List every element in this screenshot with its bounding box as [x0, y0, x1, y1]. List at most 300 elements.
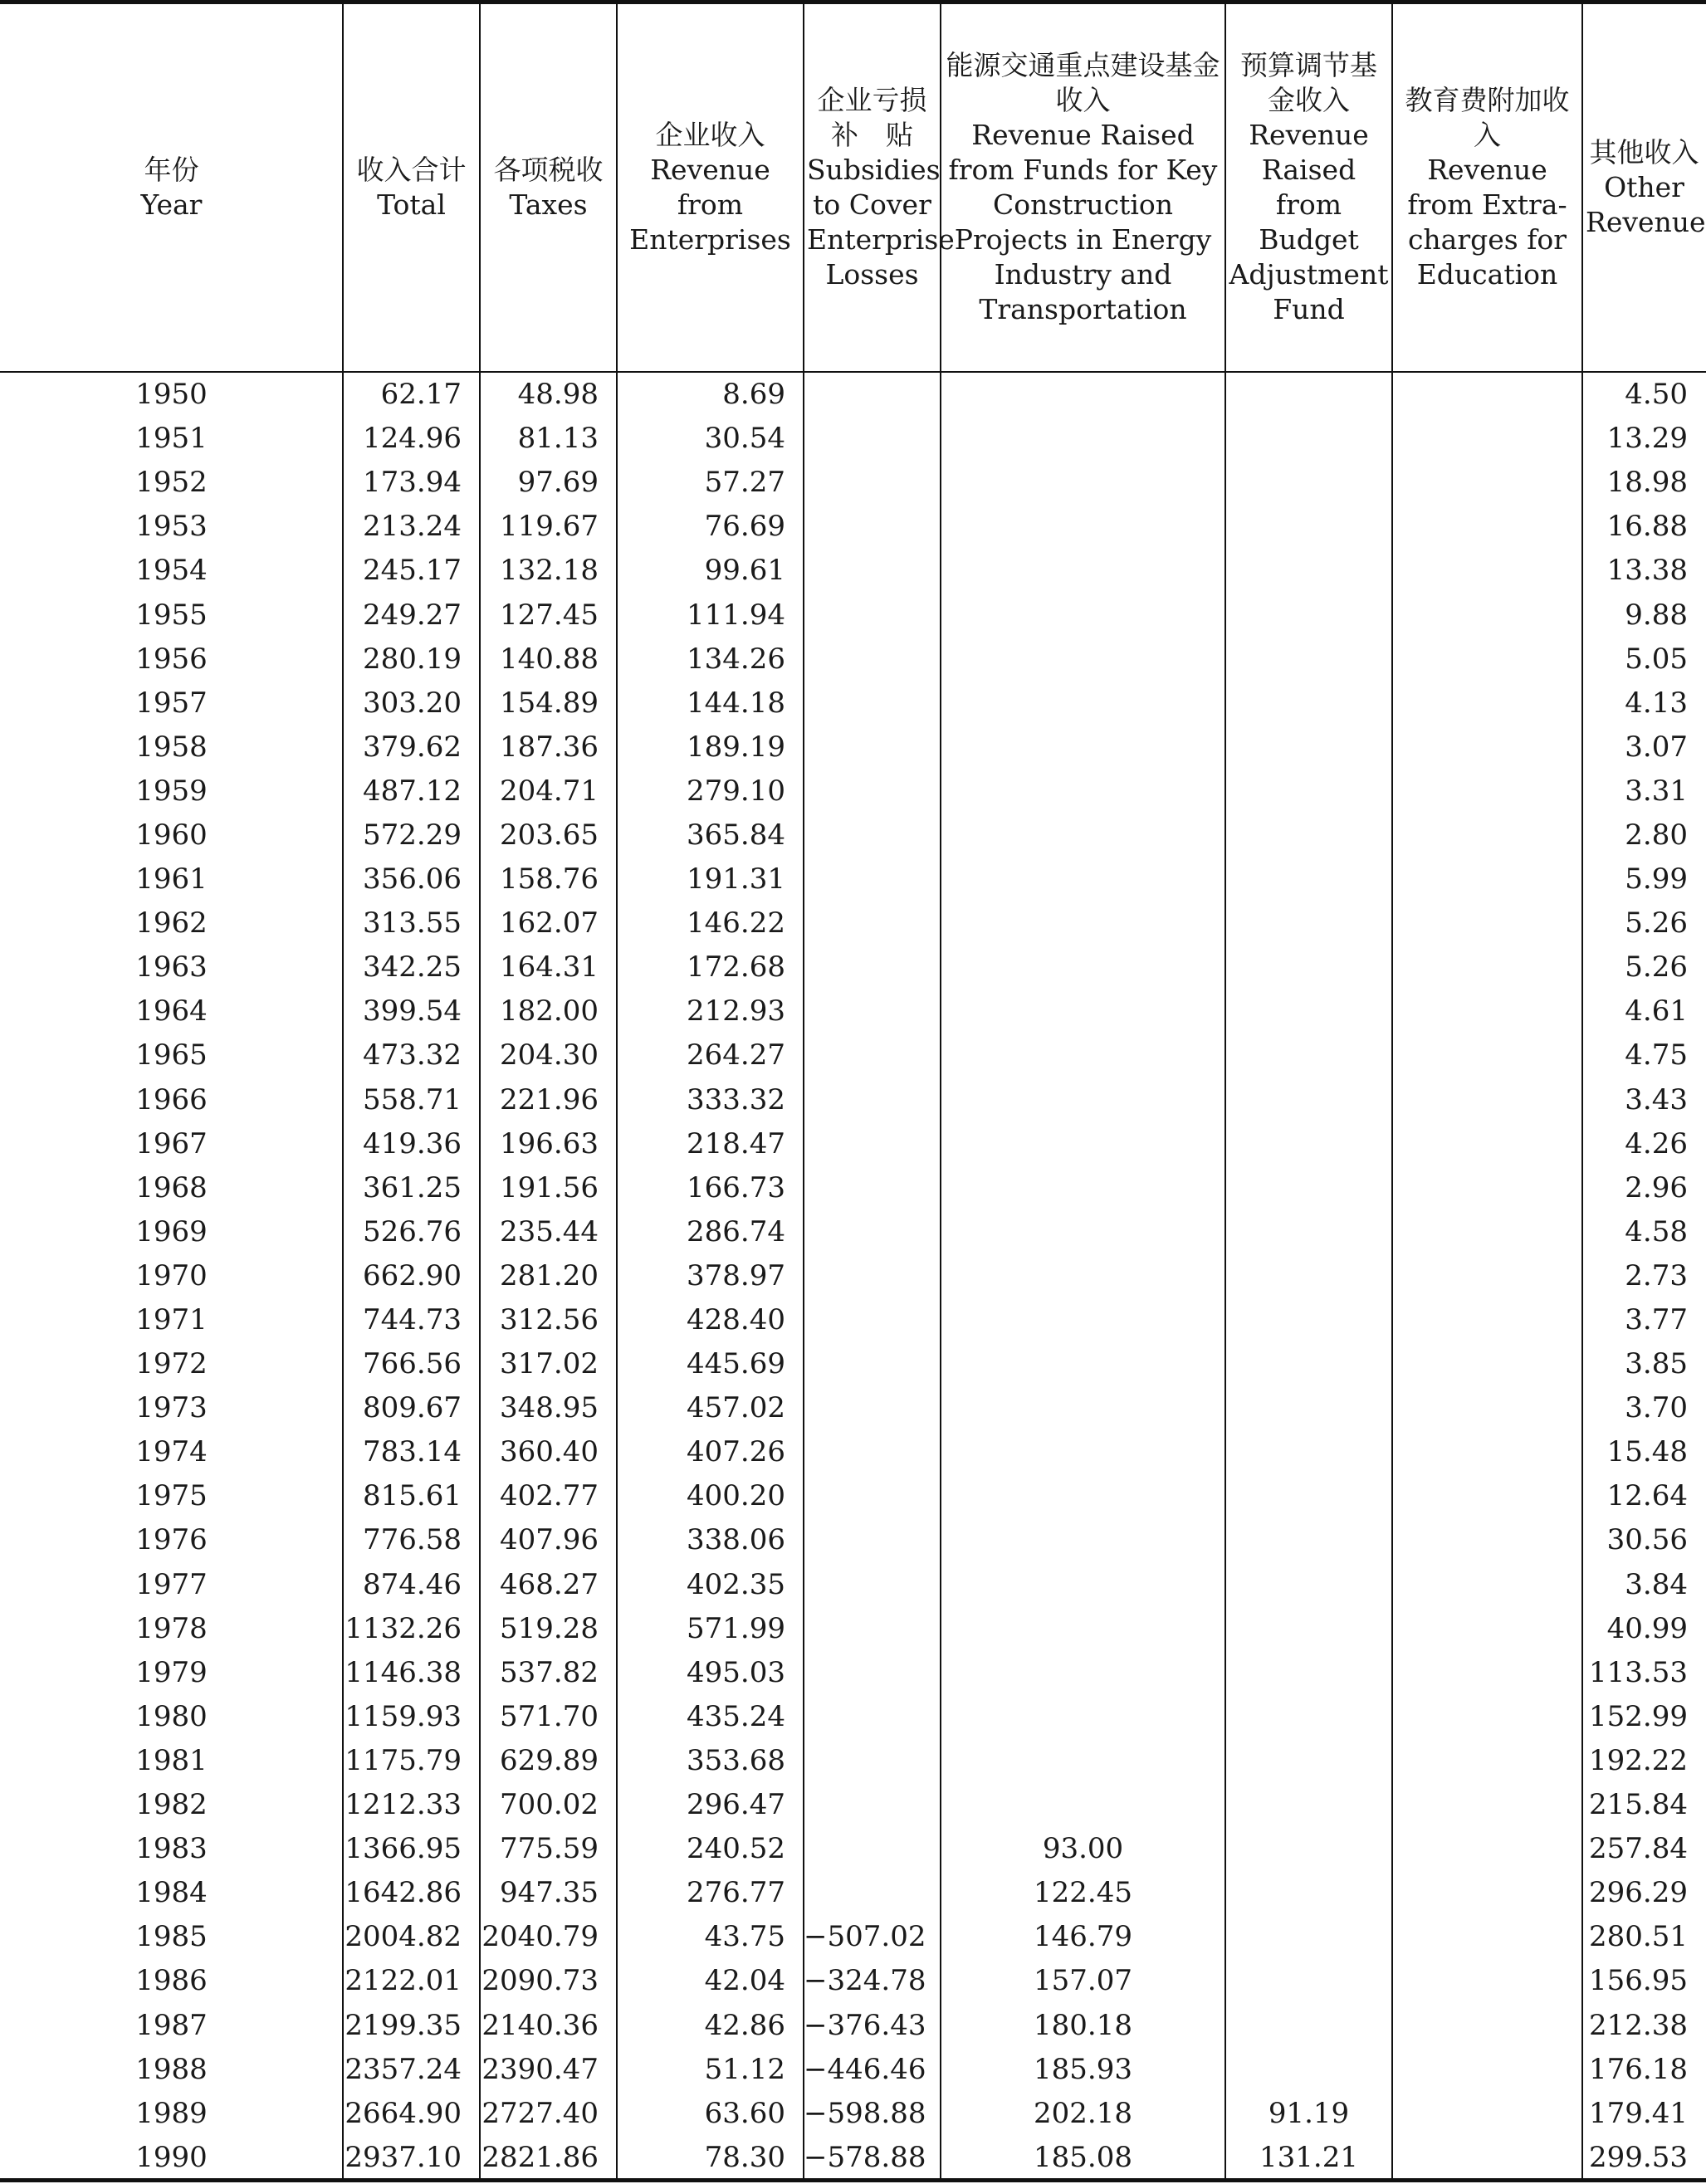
- cell-enterprises: 146.22: [687, 906, 785, 941]
- cell-enterprises: 495.03: [687, 1655, 785, 1689]
- header-year-zh: 年份: [144, 154, 199, 186]
- cell-other: 4.50: [1625, 378, 1688, 412]
- cell-total: 2937.10: [345, 2140, 462, 2174]
- cell-subsidies: −376.43: [804, 2008, 926, 2042]
- cell-energy: [941, 901, 1225, 945]
- cell-enterprises: 378.97: [687, 1258, 785, 1292]
- cell-subsidies: [804, 1695, 941, 1739]
- cell-education: [1392, 2136, 1582, 2180]
- cell-total: 1146.38: [345, 1655, 462, 1689]
- cell-year: 1972: [135, 1347, 208, 1381]
- cell-subsidies: [804, 1474, 941, 1518]
- cell-total: 342.25: [363, 950, 462, 985]
- cell-other: 4.61: [1625, 994, 1688, 1028]
- table-row: [0, 901, 1706, 945]
- cell-education: [1392, 1033, 1582, 1077]
- cell-subsidies: −446.46: [804, 2052, 926, 2086]
- cell-other: 13.38: [1606, 554, 1688, 588]
- cell-subsidies: [804, 814, 941, 857]
- cell-other: 3.07: [1625, 730, 1688, 764]
- cell-year: 1985: [135, 1920, 208, 1954]
- table-row: [0, 1607, 1706, 1651]
- cell-other: 257.84: [1589, 1832, 1688, 1866]
- cell-taxes: 629.89: [500, 1743, 599, 1777]
- cell-year: 1970: [135, 1258, 208, 1292]
- cell-year: 1951: [135, 422, 208, 456]
- cell-other: 2.80: [1625, 818, 1688, 852]
- cell-total: 1132.26: [345, 1611, 462, 1645]
- cell-energy: [941, 1254, 1225, 1298]
- cell-taxes: 235.44: [500, 1214, 599, 1248]
- cell-enterprises: 166.73: [687, 1170, 785, 1204]
- table-row: [0, 1474, 1706, 1518]
- cell-other: 4.58: [1625, 1214, 1688, 1248]
- cell-education: [1392, 726, 1582, 770]
- cell-education: [1392, 2048, 1582, 2092]
- table-row: [0, 2092, 1706, 2136]
- cell-education: [1392, 549, 1582, 593]
- cell-energy: [941, 1783, 1225, 1827]
- cell-enterprises: 296.47: [687, 1788, 785, 1822]
- cell-subsidies: −507.02: [804, 1920, 926, 1954]
- table-row: [0, 593, 1706, 637]
- cell-education: [1392, 505, 1582, 549]
- cell-enterprises: 99.61: [704, 554, 785, 588]
- cell-year: 1962: [135, 906, 208, 941]
- cell-other: 299.53: [1589, 2140, 1688, 2174]
- cell-year: 1960: [135, 818, 208, 852]
- cell-other: 16.88: [1606, 510, 1688, 544]
- cell-energy: [941, 726, 1225, 770]
- cell-other: 3.85: [1625, 1347, 1688, 1381]
- header-other: [1582, 4, 1706, 371]
- cell-enterprises: 365.84: [687, 818, 785, 852]
- cell-other: 152.99: [1589, 1699, 1688, 1733]
- table-row: [0, 945, 1706, 989]
- cell-taxes: 947.35: [500, 1876, 599, 1910]
- cell-enterprises: 42.04: [704, 1964, 785, 1998]
- cell-taxes: 204.30: [500, 1038, 599, 1072]
- cell-other: 156.95: [1589, 1964, 1688, 1998]
- cell-taxes: 196.63: [500, 1126, 599, 1160]
- cell-other: 192.22: [1589, 1743, 1688, 1777]
- cell-year: 1968: [135, 1170, 208, 1204]
- cell-enterprises: 407.26: [687, 1435, 785, 1469]
- header-energy-zh: 能源交通重点建设基金收入: [946, 49, 1220, 116]
- cell-enterprises: 43.75: [704, 1920, 785, 1954]
- cell-enterprises: 78.30: [704, 2140, 785, 2174]
- cell-taxes: 537.82: [500, 1655, 599, 1689]
- cell-subsidies: [804, 945, 941, 989]
- cell-subsidies: [804, 1783, 941, 1827]
- cell-other: 2.73: [1625, 1258, 1688, 1292]
- table-row: [0, 1298, 1706, 1342]
- table-row: [0, 1342, 1706, 1386]
- header-subsidies-zh: 企业亏损补 贴: [817, 84, 927, 151]
- header-energy: [941, 4, 1225, 371]
- table-row: [0, 1518, 1706, 1562]
- cell-enterprises: 400.20: [687, 1479, 785, 1513]
- cell-enterprises: 353.68: [687, 1743, 785, 1777]
- cell-education: [1392, 1122, 1582, 1166]
- cell-other: 5.05: [1625, 642, 1688, 676]
- cell-energy: [941, 1298, 1225, 1342]
- cell-energy: [941, 1518, 1225, 1562]
- table-row: [0, 1827, 1706, 1871]
- cell-education: [1392, 770, 1582, 814]
- cell-energy: [941, 1695, 1225, 1739]
- cell-budget: [1225, 1033, 1392, 1077]
- cell-total: 1175.79: [345, 1743, 462, 1777]
- cell-budget: [1225, 1915, 1392, 1959]
- cell-taxes: 317.02: [500, 1347, 599, 1381]
- cell-energy: 202.18: [1034, 2096, 1132, 2130]
- cell-enterprises: 51.12: [704, 2052, 785, 2086]
- table-row: [0, 1254, 1706, 1298]
- cell-year: 1976: [135, 1523, 208, 1557]
- cell-education: [1392, 1210, 1582, 1254]
- cell-taxes: 571.70: [500, 1699, 599, 1733]
- cell-subsidies: [804, 1607, 941, 1651]
- cell-taxes: 281.20: [500, 1258, 599, 1292]
- cell-subsidies: −578.88: [804, 2140, 926, 2174]
- header-education: [1392, 4, 1582, 371]
- cell-education: [1392, 1915, 1582, 1959]
- cell-enterprises: 30.54: [704, 422, 785, 456]
- table-row: [0, 1210, 1706, 1254]
- cell-year: 1971: [135, 1303, 208, 1337]
- cell-taxes: 407.96: [500, 1523, 599, 1557]
- cell-year: 1957: [135, 686, 208, 720]
- cell-enterprises: 428.40: [687, 1303, 785, 1337]
- cell-other: 5.26: [1625, 950, 1688, 985]
- cell-subsidies: [804, 726, 941, 770]
- cell-other: 3.84: [1625, 1567, 1688, 1601]
- cell-subsidies: [804, 1739, 941, 1783]
- cell-enterprises: 435.24: [687, 1699, 785, 1733]
- header-other-en: Other Revenue: [1586, 171, 1706, 238]
- cell-other: 113.53: [1589, 1655, 1688, 1689]
- cell-total: 419.36: [363, 1126, 462, 1160]
- cell-budget: [1225, 945, 1392, 989]
- header-year-en: Year: [140, 188, 203, 221]
- cell-total: 2357.24: [345, 2052, 462, 2086]
- cell-enterprises: 144.18: [687, 686, 785, 720]
- cell-enterprises: 338.06: [687, 1523, 785, 1557]
- cell-energy: [941, 1651, 1225, 1695]
- cell-taxes: 348.95: [500, 1391, 599, 1425]
- cell-year: 1954: [135, 554, 208, 588]
- cell-energy: 157.07: [1034, 1964, 1132, 1998]
- cell-subsidies: −598.88: [804, 2096, 926, 2130]
- cell-enterprises: 445.69: [687, 1347, 785, 1381]
- cell-other: 280.51: [1589, 1920, 1688, 1954]
- cell-taxes: 2040.79: [481, 1920, 599, 1954]
- cell-energy: [941, 1342, 1225, 1386]
- cell-year: 1975: [135, 1479, 208, 1513]
- table-row: [0, 1695, 1706, 1739]
- cell-total: 356.06: [363, 862, 462, 897]
- cell-budget: [1225, 857, 1392, 901]
- cell-subsidies: [804, 549, 941, 593]
- table-row: [0, 461, 1706, 505]
- cell-budget: [1225, 461, 1392, 505]
- cell-budget: [1225, 1783, 1392, 1827]
- table-row: [0, 682, 1706, 726]
- cell-education: [1392, 1518, 1582, 1562]
- cell-taxes: 2140.36: [481, 2008, 599, 2042]
- cell-other: 13.29: [1606, 422, 1688, 456]
- header-subsidies-en: Subsidies to Cover Enterprise Losses: [807, 154, 955, 291]
- cell-subsidies: [804, 1430, 941, 1474]
- cell-taxes: 2090.73: [481, 1964, 599, 1998]
- cell-year: 1963: [135, 950, 208, 985]
- cell-total: 245.17: [363, 554, 462, 588]
- cell-education: [1392, 945, 1582, 989]
- cell-budget: [1225, 1474, 1392, 1518]
- table-row: [0, 1739, 1706, 1783]
- cell-other: 30.56: [1606, 1523, 1688, 1557]
- cell-energy: 146.79: [1034, 1920, 1132, 1954]
- cell-education: [1392, 901, 1582, 945]
- cell-subsidies: [804, 371, 941, 417]
- cell-other: 179.41: [1589, 2096, 1688, 2130]
- cell-year: 1964: [135, 994, 208, 1028]
- table-row: [0, 1651, 1706, 1695]
- cell-energy: [941, 1166, 1225, 1210]
- cell-budget: [1225, 1254, 1392, 1298]
- cell-other: 9.88: [1625, 598, 1688, 632]
- cell-other: 3.31: [1625, 774, 1688, 808]
- cell-education: [1392, 1342, 1582, 1386]
- cell-other: 18.98: [1606, 466, 1688, 500]
- cell-enterprises: 286.74: [687, 1214, 785, 1248]
- table-row: [0, 2048, 1706, 2092]
- cell-taxes: 700.02: [500, 1788, 599, 1822]
- cell-total: 744.73: [363, 1303, 462, 1337]
- cell-subsidies: [804, 682, 941, 726]
- cell-year: 1987: [135, 2008, 208, 2042]
- cell-year: 1952: [135, 466, 208, 500]
- cell-taxes: 204.71: [500, 774, 599, 808]
- cell-taxes: 519.28: [500, 1611, 599, 1645]
- revenue-table: [0, 4, 1706, 2180]
- cell-total: 213.24: [363, 510, 462, 544]
- cell-energy: 185.08: [1034, 2140, 1132, 2174]
- table-row: [0, 989, 1706, 1033]
- cell-total: 473.32: [363, 1038, 462, 1072]
- cell-budget: [1225, 901, 1392, 945]
- cell-year: 1959: [135, 774, 208, 808]
- cell-enterprises: 42.86: [704, 2008, 785, 2042]
- cell-taxes: 119.67: [500, 510, 599, 544]
- cell-education: [1392, 417, 1582, 461]
- cell-total: 809.67: [363, 1391, 462, 1425]
- cell-energy: [941, 1430, 1225, 1474]
- table-row: [0, 2136, 1706, 2180]
- cell-budget: [1225, 1563, 1392, 1607]
- cell-year: 1981: [135, 1743, 208, 1777]
- cell-budget: [1225, 1739, 1392, 1783]
- cell-year: 1967: [135, 1126, 208, 1160]
- cell-total: 249.27: [363, 598, 462, 632]
- header-year: [0, 4, 343, 371]
- cell-total: 361.25: [363, 1170, 462, 1204]
- cell-year: 1965: [135, 1038, 208, 1072]
- table-row: [0, 417, 1706, 461]
- cell-education: [1392, 638, 1582, 682]
- cell-education: [1392, 682, 1582, 726]
- table-row: [0, 1078, 1706, 1122]
- cell-year: 1973: [135, 1391, 208, 1425]
- cell-year: 1978: [135, 1611, 208, 1645]
- cell-taxes: 360.40: [500, 1435, 599, 1469]
- cell-subsidies: [804, 505, 941, 549]
- cell-education: [1392, 2092, 1582, 2136]
- cell-other: 215.84: [1589, 1788, 1688, 1822]
- cell-total: 1212.33: [345, 1788, 462, 1822]
- cell-subsidies: [804, 1518, 941, 1562]
- cell-year: 1982: [135, 1788, 208, 1822]
- cell-total: 379.62: [363, 730, 462, 764]
- cell-subsidies: [804, 1827, 941, 1871]
- cell-education: [1392, 1166, 1582, 1210]
- cell-energy: [941, 593, 1225, 637]
- cell-education: [1392, 1430, 1582, 1474]
- cell-taxes: 127.45: [500, 598, 599, 632]
- cell-enterprises: 172.68: [687, 950, 785, 985]
- cell-education: [1392, 2003, 1582, 2047]
- cell-energy: [941, 461, 1225, 505]
- cell-budget: [1225, 1959, 1392, 2003]
- cell-energy: [941, 638, 1225, 682]
- cell-education: [1392, 1607, 1582, 1651]
- cell-budget: [1225, 1342, 1392, 1386]
- cell-taxes: 2727.40: [481, 2096, 599, 2130]
- cell-education: [1392, 1474, 1582, 1518]
- cell-budget: [1225, 1695, 1392, 1739]
- cell-other: 15.48: [1606, 1435, 1688, 1469]
- cell-education: [1392, 1298, 1582, 1342]
- cell-taxes: 158.76: [500, 862, 599, 897]
- cell-budget: [1225, 1607, 1392, 1651]
- cell-total: 558.71: [363, 1082, 462, 1116]
- cell-enterprises: 333.32: [687, 1082, 785, 1116]
- cell-subsidies: [804, 770, 941, 814]
- cell-other: 2.96: [1625, 1170, 1688, 1204]
- cell-education: [1392, 1651, 1582, 1695]
- table-row: [0, 1959, 1706, 2003]
- cell-subsidies: [804, 901, 941, 945]
- cell-total: 399.54: [363, 994, 462, 1028]
- cell-education: [1392, 1386, 1582, 1430]
- cell-year: 1979: [135, 1655, 208, 1689]
- header-taxes-en: Taxes: [509, 188, 588, 221]
- cell-enterprises: 8.69: [722, 378, 785, 412]
- cell-other: 4.26: [1625, 1126, 1688, 1160]
- table-row: [0, 1783, 1706, 1827]
- cell-energy: [941, 1122, 1225, 1166]
- cell-education: [1392, 1827, 1582, 1871]
- cell-other: 296.29: [1589, 1876, 1688, 1910]
- cell-budget: [1225, 2048, 1392, 2092]
- cell-year: 1977: [135, 1567, 208, 1601]
- header-taxes: [480, 4, 617, 371]
- cell-enterprises: 76.69: [704, 510, 785, 544]
- cell-energy: [941, 682, 1225, 726]
- cell-other: 4.13: [1625, 686, 1688, 720]
- table-row: [0, 505, 1706, 549]
- cell-other: 12.64: [1606, 1479, 1688, 1513]
- table-row: [0, 726, 1706, 770]
- cell-total: 874.46: [363, 1567, 462, 1601]
- cell-education: [1392, 1959, 1582, 2003]
- cell-subsidies: [804, 1298, 941, 1342]
- cell-total: 2664.90: [345, 2096, 462, 2130]
- cell-budget: [1225, 1430, 1392, 1474]
- cell-budget: [1225, 1298, 1392, 1342]
- cell-budget: [1225, 1166, 1392, 1210]
- cell-enterprises: 191.31: [687, 862, 785, 897]
- cell-education: [1392, 1783, 1582, 1827]
- cell-budget: [1225, 2003, 1392, 2047]
- cell-subsidies: [804, 417, 941, 461]
- cell-energy: [941, 1563, 1225, 1607]
- cell-taxes: 154.89: [500, 686, 599, 720]
- table-row: [0, 2003, 1706, 2047]
- header-total: [343, 4, 480, 371]
- cell-education: [1392, 461, 1582, 505]
- cell-budget: [1225, 1078, 1392, 1122]
- cell-budget: [1225, 770, 1392, 814]
- cell-subsidies: [804, 461, 941, 505]
- header-budget-en: Revenue Raised from Budget Adjustment Fund: [1229, 119, 1389, 325]
- cell-enterprises: 402.35: [687, 1567, 785, 1601]
- cell-subsidies: [804, 1386, 941, 1430]
- cell-subsidies: [804, 1078, 941, 1122]
- cell-taxes: 203.65: [500, 818, 599, 852]
- cell-other: 3.43: [1625, 1082, 1688, 1116]
- cell-enterprises: 264.27: [687, 1038, 785, 1072]
- cell-year: 1950: [135, 378, 208, 412]
- table-row: [0, 1166, 1706, 1210]
- cell-energy: [941, 1033, 1225, 1077]
- table-row: [0, 857, 1706, 901]
- cell-total: 2004.82: [345, 1920, 462, 1954]
- cell-energy: 122.45: [1034, 1876, 1132, 1910]
- cell-year: 1956: [135, 642, 208, 676]
- cell-other: 212.38: [1589, 2008, 1688, 2042]
- header-row: [0, 4, 1706, 371]
- cell-other: 3.77: [1625, 1303, 1688, 1337]
- cell-enterprises: 279.10: [687, 774, 785, 808]
- cell-taxes: 132.18: [500, 554, 599, 588]
- header-budget: [1225, 4, 1392, 371]
- header-other-zh: 其他收入: [1589, 136, 1699, 169]
- cell-budget: [1225, 1210, 1392, 1254]
- cell-enterprises: 212.93: [687, 994, 785, 1028]
- cell-year: 1989: [135, 2096, 208, 2130]
- cell-energy: [941, 505, 1225, 549]
- cell-year: 1974: [135, 1435, 208, 1469]
- cell-budget: [1225, 371, 1392, 417]
- cell-education: [1392, 1563, 1582, 1607]
- cell-total: 526.76: [363, 1214, 462, 1248]
- cell-energy: [941, 549, 1225, 593]
- cell-budget: [1225, 505, 1392, 549]
- cell-taxes: 2390.47: [481, 2052, 599, 2086]
- cell-budget: 91.19: [1268, 2096, 1350, 2130]
